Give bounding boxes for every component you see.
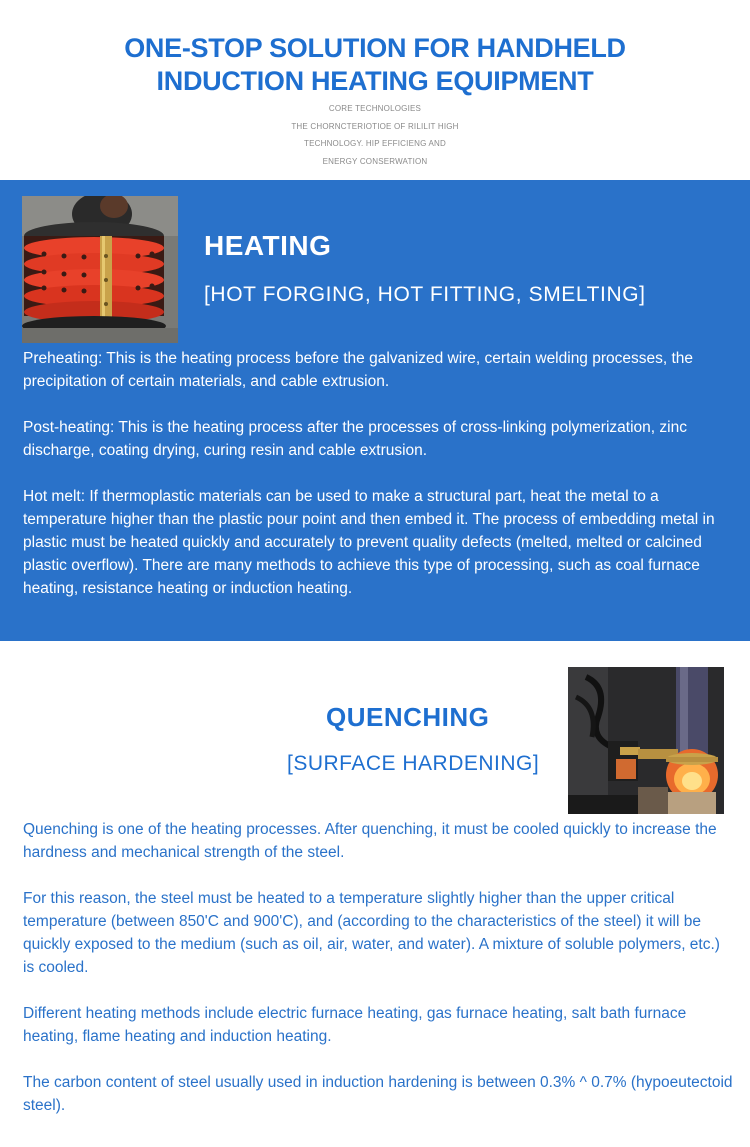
quenching-paragraph-carbon-content: The carbon content of steel usually used in induction hardening is between 0.3% ^ 0.7% (hypoeutectoid steel). [23,1074,733,1114]
heating-section [0,180,750,641]
heating-title: HEATING [204,230,332,261]
quenching-machine-image [568,667,724,814]
induction-coil-image [22,196,178,343]
quenching-title: QUENCHING [326,702,490,732]
page-title-line-2: INDUCTION HEATING EQUIPMENT [156,66,594,96]
quenching-paragraph-intro: Quenching is one of the heating processes. After quenching, it must be cooled quickly to increase the hardness and mechanical strength of the steel. [23,821,717,861]
tagline-line-2: THE CHORNCTERIOTIOE OF RILILIT HIGH [291,121,459,131]
page-header [0,0,750,180]
heating-description [23,347,738,623]
heating-coil-photo [22,196,178,343]
tagline [0,100,750,170]
heating-paragraph-hot-melt: Hot melt: If thermoplastic materials can be used to make a structural part, heat the metal to a temperature higher than the plastic pour point and then embed it. The process of embedding metal in plastic must be heated quickly and accurately to prevent quality defects (melted, melted or calcined plastic overflow). There are many methods to achieve this type of processing, such as coal furnace heating, resistance heating or induction heating. [23,488,715,597]
quenching-paragraph-temperature: For this reason, the steel must be heated to a temperature slightly higher than the upper critical temperature (between 850'C and 900'C), and (according to the characteristics of the steel) it will be quickly exposed to the medium (such as oil, air, water, and water). A mixture of soluble polymers, etc.) is cooled. [23,890,720,976]
quenching-description [23,818,735,1140]
tagline-line-1: CORE TECHNOLOGIES [328,104,422,113]
tagline-line-3: TECHNOLOGY. HIP EFFICIENG AND [304,139,446,148]
heating-paragraph-post-heating: Post-heating: This is the heating process after the processes of cross-linking polymerization, zinc discharge, coating drying, curing resin and cable extrusion. [23,419,687,459]
tagline-line-4: ENERGY CONSERWATION [322,156,428,166]
heating-paragraph-preheating: Preheating: This is the heating process before the galvanized wire, certain welding processes, the precipitation of certain materials, and cable extrusion. [23,350,694,390]
page-title [0,32,750,98]
heating-subtitle: [HOT FORGING, HOT FITTING, SMELTING] [204,283,646,306]
quenching-section [0,641,750,1147]
quenching-subtitle: [SURFACE HARDENING] [287,752,540,775]
quenching-paragraph-methods: Different heating methods include electric furnace heating, gas furnace heating, salt bath furnace heating, flame heating and induction heating. [23,1005,687,1045]
quenching-photo [568,667,724,814]
page-title-line-1: ONE-STOP SOLUTION FOR HANDHELD [124,33,626,63]
